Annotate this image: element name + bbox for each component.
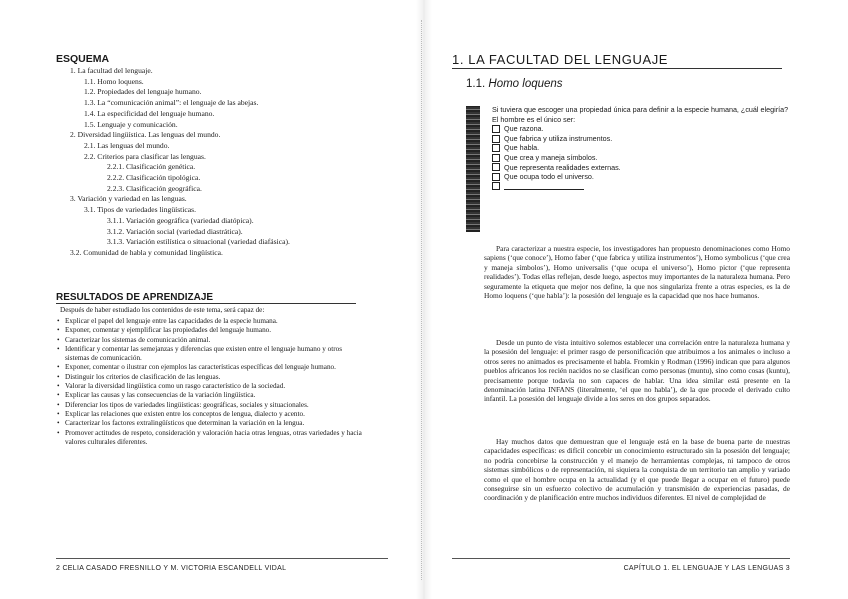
- checkbox-icon[interactable]: [492, 173, 500, 181]
- outline-item: 3.1.3. Variación estilística o situacional (variedad diafásica).: [107, 237, 290, 247]
- outline-list: [56, 66, 396, 259]
- outline-item: 1.1. Homo loquens.: [84, 76, 144, 86]
- resultados-rule: [56, 303, 356, 304]
- quiz-option-label: Que ocupa todo el universo.: [504, 172, 594, 182]
- resultado-item: • Explicar las relaciones que existen entre los conceptos de lengua, dialecto y acento.: [56, 410, 368, 419]
- checkbox-icon[interactable]: [492, 135, 500, 143]
- quiz-option[interactable]: [492, 134, 792, 144]
- section-name: Homo loquens: [488, 78, 563, 90]
- quiz-box: [492, 105, 792, 190]
- resultado-item: • Distinguir los criterios de clasificación de las lenguas.: [56, 373, 368, 382]
- quiz-option[interactable]: [492, 124, 792, 134]
- body-paragraph-2: Desde un punto de vista intuitivo solemos establecer una correlación entre la naturaleza humana y la posesión del lenguaje: el primer rasgo de personificación que atribuimos a los animales o incluso a otros seres no animados es precisamente el habla. Fromkin y Rodman (1996) indican que para algunos pueblos africanos los recién nacidos no se clasifican como personas (muntu), sino como cosas (kuntu), precisamente porque todavía no son capaces de hablar. Una idea similar está presente en la denominación latina INFANS (literalmente, ‘el que no habla’), de la que procede el derivado culto infantil. La posesión del lenguaje divide a los seres en dos grupos separados.: [484, 338, 790, 404]
- outline-item: 1.4. La especificidad del lenguaje humano.: [84, 108, 215, 118]
- outline-item: 3. Variación y variedad en las lenguas.: [70, 194, 187, 204]
- esquema-heading: ESQUEMA: [56, 53, 110, 65]
- checkbox-icon[interactable]: [492, 125, 500, 133]
- chapter-title: 1. LA FACULTAD DEL LENGUAJE: [452, 52, 669, 67]
- resultados-intro: Después de haber estudiado los contenidos de este tema, será capaz de:: [60, 306, 265, 314]
- quiz-option[interactable]: [492, 172, 792, 182]
- quiz-option-label: Que crea y maneja símbolos.: [504, 152, 598, 162]
- blank-line: [504, 182, 584, 190]
- outline-item: 2.2.1. Clasificación genética.: [107, 162, 196, 172]
- outline-item: 2.2. Criterios para clasificar las lenguas.: [84, 151, 206, 161]
- quiz-options: [492, 124, 792, 182]
- checkbox-icon[interactable]: [492, 163, 500, 171]
- quiz-option[interactable]: [492, 143, 792, 153]
- resultado-item: • Identificar y comentar las semejanzas y diferencias que existen entre el lenguaje humano y otros sistemas de comunicación.: [56, 345, 368, 364]
- outline-item: 2.1. Las lenguas del mundo.: [84, 140, 170, 150]
- resultado-item: • Valorar la diversidad lingüística como un rasgo característico de la sociedad.: [56, 382, 368, 391]
- body-paragraph-3: Hay muchos datos que demuestran que el lenguaje está en la base de buena parte de nuestras capacidades específicas: es difícil concebir un conocimiento estructurado sin la posesión del lenguaje; no podría concebirse la construcción y el manejo de herramientas complejas, ni tampoco de otros sistemas simbólicos o de representación, ni siquiera la conquista de un territorio tan amplio y variado como el que el hombre ocupa en la actualidad (y el que puede llegar a ocupar en el futuro) puede conseguirse sin un esfuerzo colectivo de acumulación y transmisión de experiencias pasadas, de coordinación y de planificación entre muchos individuos diferentes. El nivel de complejidad de: [484, 437, 790, 503]
- body-paragraph-1: Para caracterizar a nuestra especie, los investigadores han propuesto denominaciones como Homo sapiens (‘que conoce’), Homo faber (‘que fabrica y utiliza instrumentos’), Homo symbolicus (‘que crea y maneja símbolos’), Homo universalis (‘que ocupa el universo’), Homo pictor (‘que representa realidades’). Todas ellas reflejan, desde luego, aspectos muy importantes de la naturaleza humana. Pero seguramente la etiqueta que mejor nos define, la que nos singulariza frente a otras especies, es la de Homo loquens (‘que habla’): la posesión del lenguaje es la capacidad que nos hace humanos.: [484, 244, 790, 301]
- outline-item: 3.1. Tipos de variedades lingüísticas.: [84, 205, 197, 215]
- quiz-option-blank[interactable]: [492, 182, 792, 190]
- quiz-option-label: Que representa realidades externas.: [504, 162, 621, 172]
- resultado-item: • Exponer, comentar o ilustrar con ejemplos las características específicas del lenguaje humano.: [56, 363, 368, 372]
- resultado-item: • Caracterizar los factores extralingüísticos que determinan la variación en la lengua.: [56, 419, 368, 428]
- section-title: [466, 78, 563, 90]
- outline-item: 3.1.1. Variación geográfica (variedad diatópica).: [107, 215, 254, 225]
- footer-rule-right: [452, 558, 790, 559]
- outline-item: 1.3. La “comunicación animal”: el lenguaje de las abejas.: [84, 98, 259, 108]
- checkbox-icon[interactable]: [492, 182, 500, 190]
- footer-right: CAPÍTULO 1. EL LENGUAJE Y LAS LENGUAS 3: [623, 565, 790, 572]
- resultado-item: • Explicar el papel del lenguaje entre las capacidades de la especie humana.: [56, 317, 368, 326]
- quiz-option[interactable]: [492, 163, 792, 173]
- checkbox-icon[interactable]: [492, 154, 500, 162]
- footer-rule-left: [56, 558, 388, 559]
- resultados-list: [56, 317, 368, 447]
- outline-item: 1.2. Propiedades del lenguaje humano.: [84, 87, 202, 97]
- quiz-question: Si tuviera que escoger una propiedad única para definir a la especie humana, ¿cuál elegiría?: [492, 105, 789, 114]
- chapter-rule: [452, 68, 782, 69]
- quiz-option[interactable]: [492, 153, 792, 163]
- resultado-item: • Exponer, comentar y ejemplificar las propiedades del lenguaje humano.: [56, 326, 368, 335]
- quiz-stem: El hombre es el único ser:: [492, 114, 576, 124]
- quiz-option-label: Que razona.: [504, 124, 544, 134]
- checkbox-icon[interactable]: [492, 144, 500, 152]
- outline-item: 2.2.2. Clasificación tipológica.: [107, 173, 201, 183]
- resultado-item: • Caracterizar los sistemas de comunicación animal.: [56, 336, 368, 345]
- resultado-item: • Explicar las causas y las consecuencias de la variación lingüística.: [56, 391, 368, 400]
- quiz-option-label: Que habla.: [504, 143, 540, 153]
- outline-item: 2.2.3. Clasificación geográfica.: [107, 183, 202, 193]
- section-number: 1.1.: [466, 78, 486, 90]
- resultados-heading: RESULTADOS DE APRENDIZAJE: [56, 292, 214, 303]
- outline-item: 1. La facultad del lenguaje.: [70, 66, 153, 75]
- outline-item: 1.5. Lenguaje y comunicación.: [84, 119, 178, 129]
- resultado-item: • Diferenciar los tipos de variedades lingüísticas: geográficas, sociales y situacionales.: [56, 401, 368, 410]
- resultado-item: • Promover actitudes de respeto, consideración y valoración hacia otras lenguas, otras variedades y hacia valores culturales diferentes.: [56, 429, 368, 448]
- quiz-option-label: Que fabrica y utiliza instrumentos.: [504, 133, 613, 143]
- footer-left: 2 CELIA CASADO FRESNILLO Y M. VICTORIA ESCANDELL VIDAL: [56, 565, 287, 572]
- outline-item: 3.1.2. Variación social (variedad diastrática).: [107, 226, 243, 236]
- quiz-side-bar: [466, 106, 480, 232]
- outline-item: 3.2. Comunidad de habla y comunidad lingüística.: [70, 247, 223, 257]
- outline-item: 2. Diversidad lingüística. Las lenguas del mundo.: [70, 130, 221, 140]
